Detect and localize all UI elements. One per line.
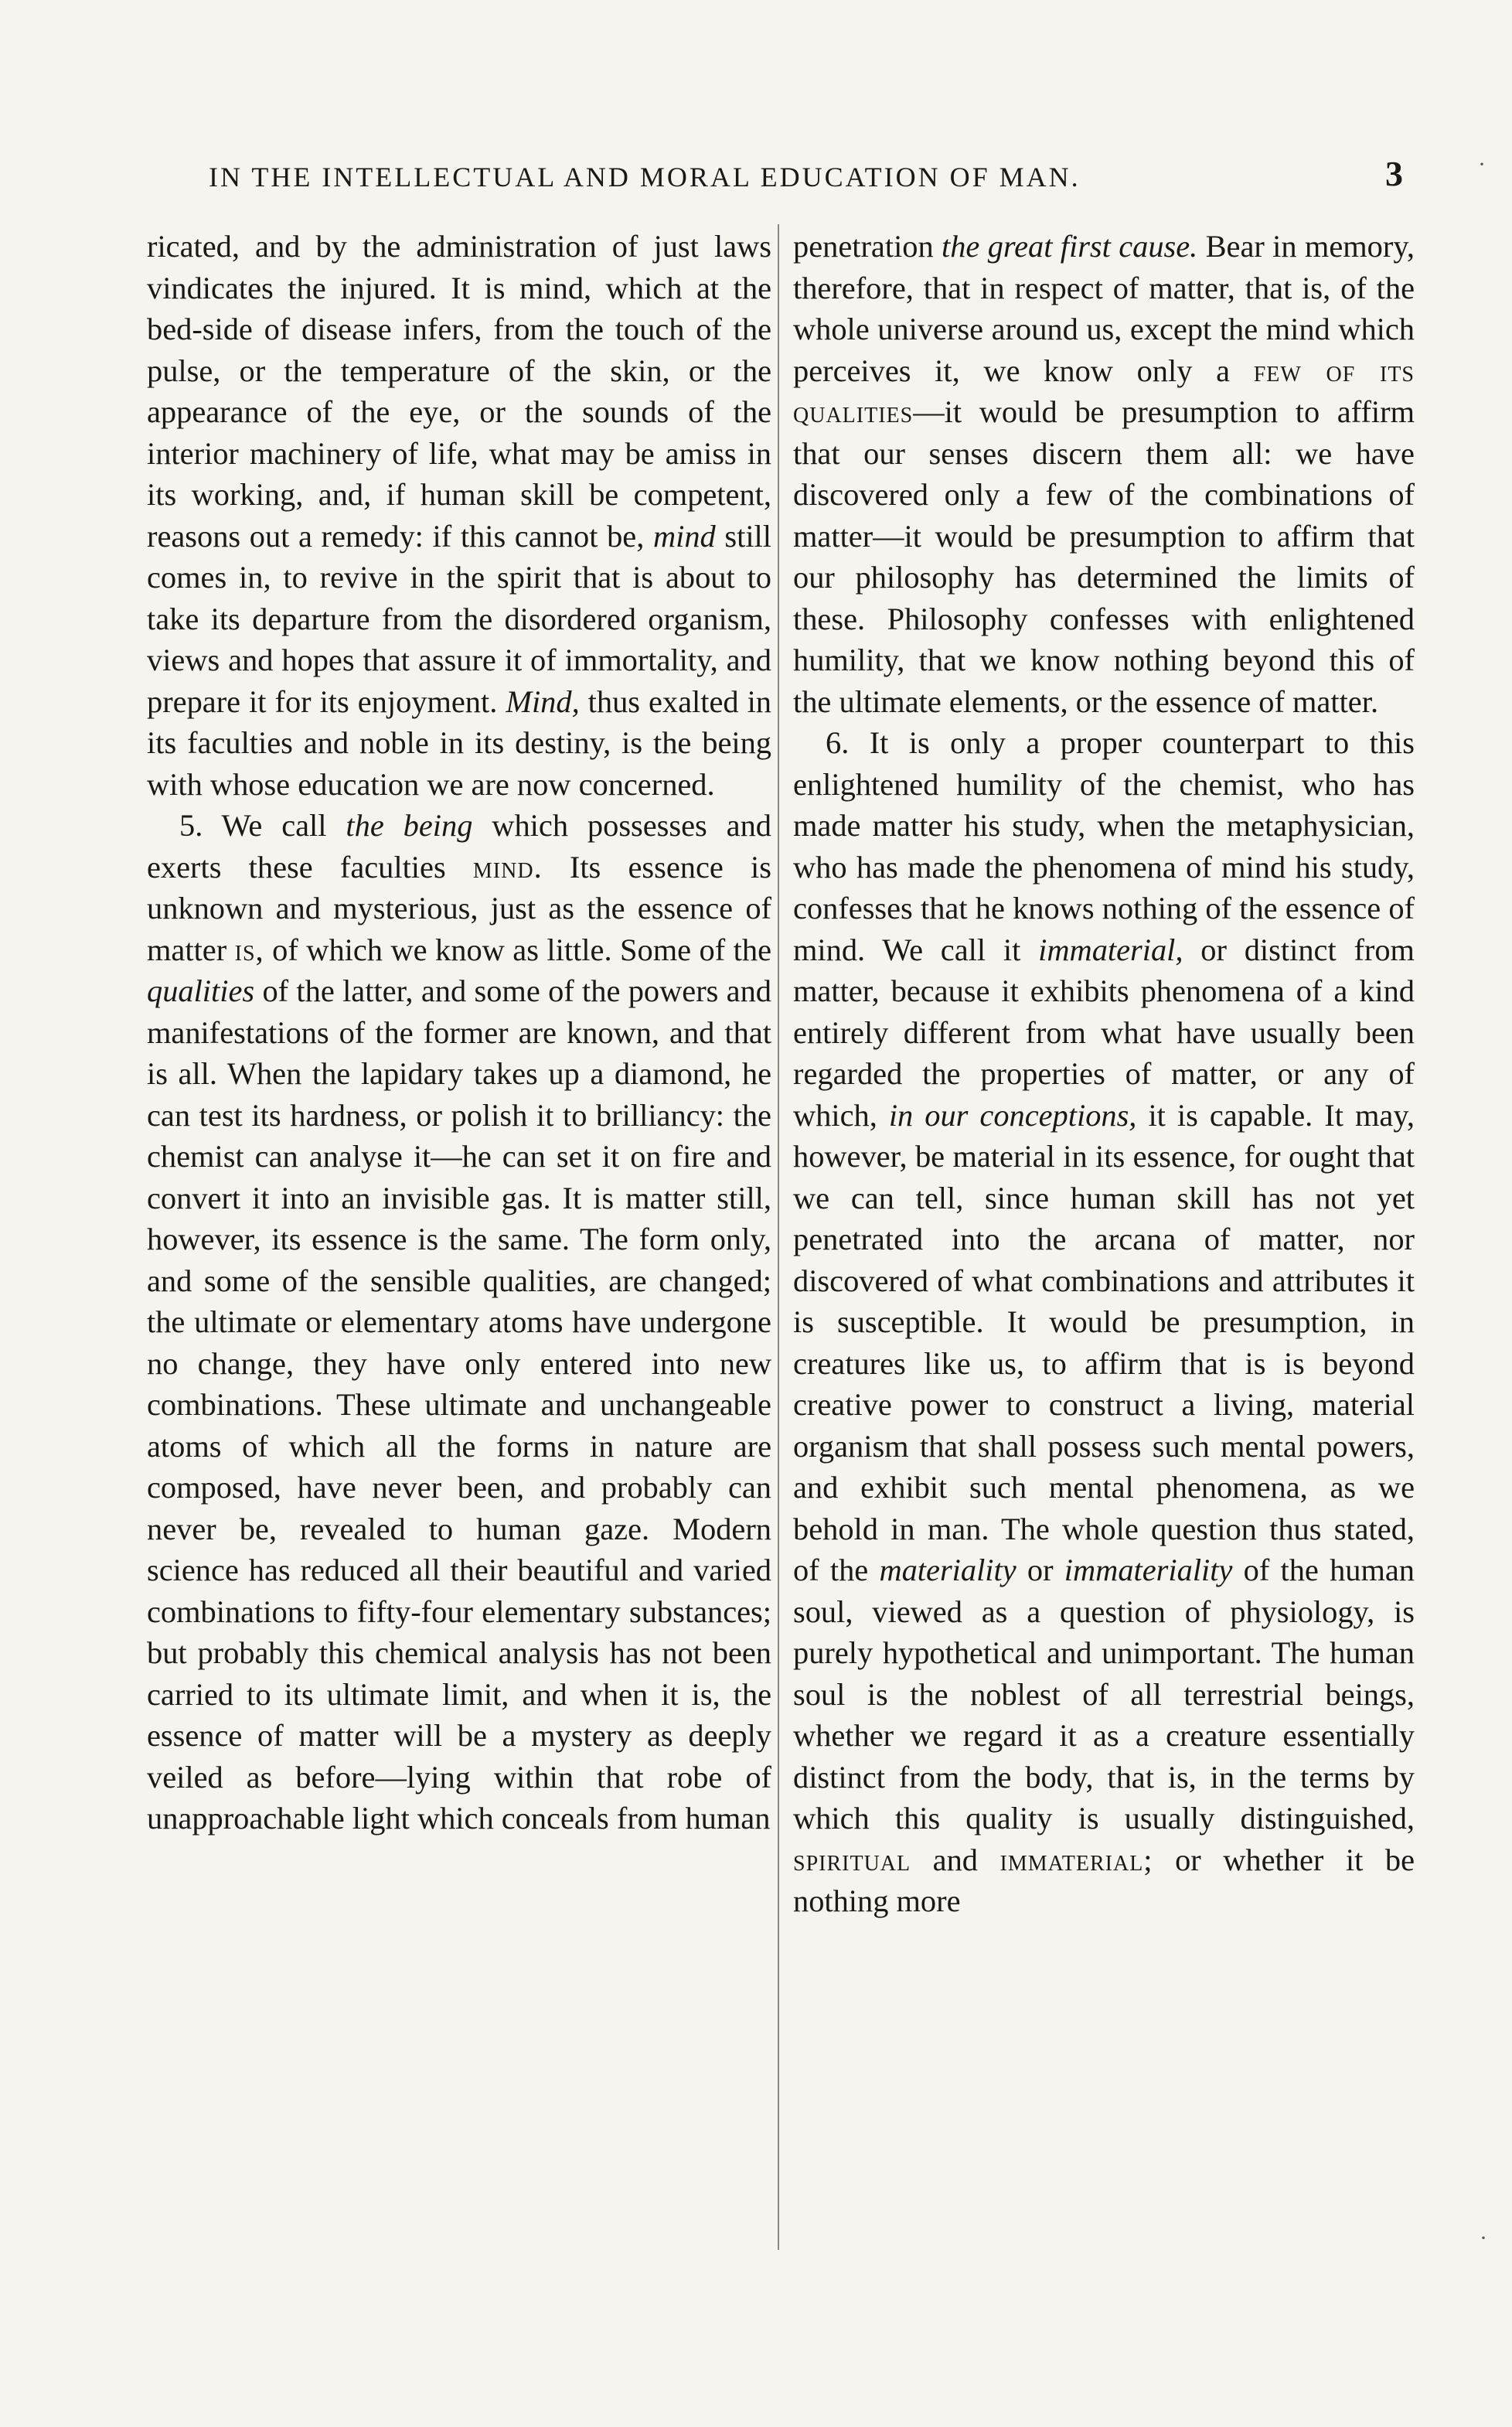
text-run: which possesses and exerts these faculties [147,808,771,885]
text-run: still comes in, to revive in the spirit that is about to take its departure from the disordered organism, views and hopes that assure it of immortality, and prepare it for its enjoyment. [147,518,771,719]
scan-speck-top: · [1478,152,1486,177]
text-run: —it would be presumption to affirm that our senses discern them all: we have discovered only a few of the combinations of matter—it would be presumption to affirm that our philosophy has determined the limits of these. Philosophy confesses with enlightened humility, that we know nothing beyond this of the ultimate elements, or the essence of matter. [793,394,1415,719]
text-run: and [911,1842,1000,1877]
text-run: Its essence is unknown and mysterious, just as the essence of matter [147,849,771,967]
column-rule [778,224,779,2250]
italic-run: the great first cause. [942,229,1198,264]
text-run: it is capable. It may, however, be material in its essence, for ought that we can tell, since human skill has not yet penetrated into the arcana of matter, nor discovered of what combinations and attributes it is susceptible. It would be presumption, in creatures like us, to affirm that is is beyond creative power to construct a living, material organism that shall possess such mental powers, and exhibit such mental phenomena, as we behold in man. The whole question thus stated, of the [793,1097,1415,1587]
paragraph-continued [793,226,1415,722]
text-run: or [1016,1553,1064,1587]
italic-run: mind [652,518,716,554]
text-run: 6. It is only a proper counterpart to this enlightened humility of the chemist, who has made matter his study, when the metaphysician, who has made the phenomena of mind his study, confesses that he knows nothing of the essence of mind. We call it [793,725,1415,967]
text-run: penetration [793,229,942,264]
text-run: of the latter, and some of the powers and manifestations of the former are known, and that is all. When the lapidary takes up a diamond, he can test its hardness, or polish it to brilliancy: the chemist can analyse it—he can set it on fire and convert it into an invisible gas. It is matter still, however, its essence is the same. The form only, and some of the sensible qualities, are changed; the ultimate or elementary atoms have undergone no change, they have only entered into new combinations. These ultimate and unchangeable atoms of which all the forms in nature are composed, have never been, and probably can never be, revealed to human gaze. Modern science has reduced all their beautiful and varied combinations to fifty-four elementary substances; but probably this chemical analysis has not been carried to its ultimate limit, and when it is, the essence of matter will be a mystery as deeply veiled as before—lying within that robe of unapproachable light which conceals from human [147,973,771,1836]
left-column [147,226,771,1839]
small-caps-run: is, [234,932,264,967]
text-run: of which we know as little. Some of the [264,932,772,967]
text-run: thus exalted in its faculties and noble in its destiny, is the being with whose education we are now concerned. [147,683,771,802]
italic-run: in our conceptions, [888,1097,1137,1133]
small-caps-run: immaterial; [999,1842,1153,1877]
small-caps-run: mind. [472,849,543,885]
page-number: 3 [1385,154,1403,193]
italic-run: Mind, [506,683,580,719]
italic-run: immaterial, [1038,932,1183,967]
paragraph-5 [147,805,771,1839]
italic-run: immateriality [1064,1553,1233,1587]
right-column [793,226,1415,1922]
running-head: IN THE INTELLECTUAL AND MORAL EDUCATION OF MAN. [209,162,1081,193]
text-run: 5. We call [179,808,346,843]
paragraph-continued [147,226,771,805]
text-run: of the human soul, viewed as a question of physiology, is purely hypothetical and unimportant. The human soul is the noblest of all terrestrial beings, whether we regard it as a creature essentially distinct from the body, that is, in the terms by which this quality is usually distinguished, [793,1553,1415,1836]
paragraph-6 [793,722,1415,1922]
italic-run: materiality [879,1553,1017,1587]
italic-run: qualities [147,973,255,1008]
text-run: or whether it be nothing more [793,1842,1415,1918]
scan-speck-bottom: · [1480,2225,1487,2251]
italic-run: the being [346,808,473,843]
small-caps-run: few of its qualities [793,353,1415,429]
text-run: ricated, and by the administration of just laws vindicates the injured. It is mind, which at the bed-side of disease infers, from the touch of the pulse, or the temperature of the skin, or the appearance of the eye, or the sounds of the interior machinery of life, what may be amiss in its working, and, if human skill be competent, reasons out a remedy: if this cannot be, [147,229,771,554]
small-caps-run: spiritual [793,1842,911,1877]
text-run: or distinct from matter, because it exhibits phenomena of a kind entirely different from what have usually been regarded the properties of matter, or any of which, [793,932,1415,1133]
text-run: Bear in memory, therefore, that in respect of matter, that is, of the whole universe around us, except the mind which perceives it, we know only a [793,229,1415,388]
